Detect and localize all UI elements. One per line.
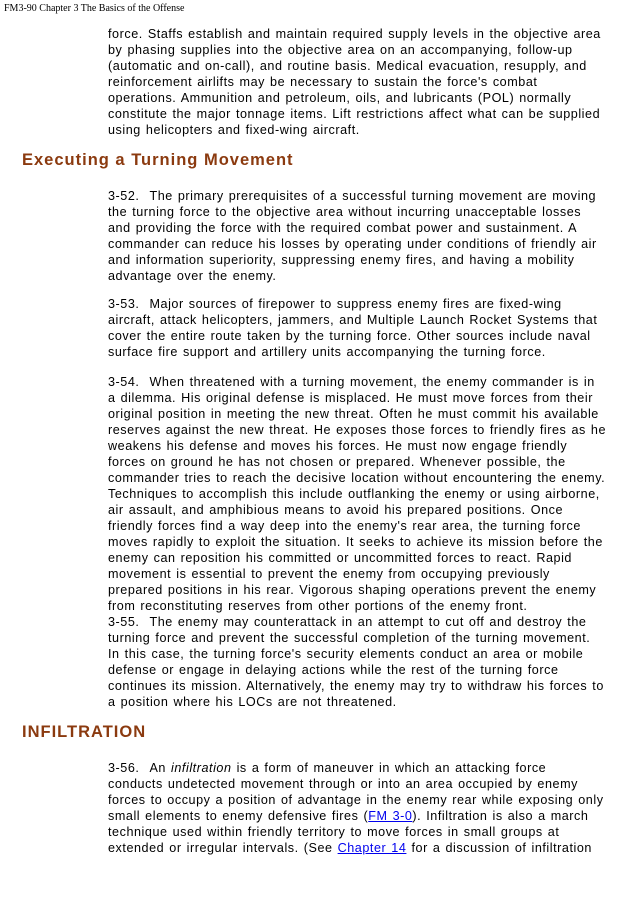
section-heading-infiltration: INFILTRATION — [22, 723, 147, 741]
fm-3-0-link[interactable]: FM 3-0 — [368, 809, 413, 823]
paragraph-text: When threatened with a turning movement, the enemy commander is in a dilemma. His original defense is misplaced. He must move forces from their original position in meeting the new threat. Often he must commit his available reserves against the new threat. He exposes those forces to friendly fires as he weakens his defense and moves his forces. He must now engage friendly forces on ground he has not chosen or prepared. Whenever possible, the commander tries to reach the decisive location without encountering the enemy. Techniques to accomplish this include outflanking the enemy or using airborne, air assault, and amphibious means to avoid his prepared positions. Once friendly forces find a way deep into the enemy's rear area, the turning force moves rapidly to exploit the situation. It seeks to achieve its mission before the enemy can reposition his committed or uncommitted forces to react. Rapid movement is essential to prevent the enemy from occupying previously prepared positions in his rear. Vigorous shaping operations prevent the enemy from reconstituting reserves from other portions of the enemy front. — [108, 375, 607, 613]
paragraph-3-52 — [108, 188, 606, 284]
paragraph-3-53 — [108, 296, 606, 360]
paragraph-text: The primary prerequisites of a successful turning movement are moving the turning force to the objective area without incurring unacceptable losses and providing the force with the required combat power and sustainment. A commander can reduce his losses by operating under conditions of friendly air and information superiority, suppressing enemy fires, and having a mobility advantage over the enemy. — [108, 189, 597, 283]
intro-paragraph: force. Staffs establish and maintain required supply levels in the objective area by phasing supplies into the objective area on an accompanying, follow-up (automatic and on-call), and routine basis. Medical evacuation, resupply, and reinforcement airlifts may be necessary to sustain the force's combat operations. Ammunition and petroleum, oils, and lubricants (POL) normally constitute the major tonnage items. Lift restrictions affect what can be supplied using helicopters and fixed-wing aircraft. — [108, 27, 601, 137]
running-head: FM3-90 Chapter 3 The Basics of the Offense — [4, 3, 185, 14]
paragraph-text: The enemy may counterattack in an attempt to cut off and destroy the turning force and prevent the successful completion of the turning movement. In this case, the turning force's security elements conduct an area or mobile defense or engage in delaying actions while the rest of the turning force continues its mission. Alternatively, the enemy may try to withdraw his forces to a position where his LOCs are not threatened. — [108, 615, 604, 709]
paragraph-3-55 — [108, 614, 606, 710]
paragraph-text-part: is a form of maneuver in which an attacking force conducts undetected movement through or into an area occupied by enemy forces to occupy a position of advantage in the enemy rear while exposing only small elements to enemy defensive fires ( — [108, 761, 604, 823]
paragraph-text: Major sources of firepower to suppress enemy fires are fixed-wing aircraft, attack helicopters, jammers, and Multiple Launch Rocket Systems that cover the entire route taken by the turning force. Other sources include naval surface fire support and artillery units accompanying the turning force. — [108, 297, 598, 359]
paragraph-number: 3-53. — [108, 297, 140, 311]
paragraph-text-part: for a discussion of infiltration — [406, 841, 592, 855]
paragraph-number: 3-55. — [108, 615, 140, 629]
chapter-14-link[interactable]: Chapter 14 — [337, 841, 407, 855]
paragraph-text-part: An — [149, 761, 172, 775]
paragraph-number: 3-54. — [108, 375, 140, 389]
paragraph-3-54 — [108, 374, 606, 614]
paragraph-3-56 — [108, 760, 606, 856]
paragraph-number: 3-52. — [108, 189, 140, 203]
paragraph-number: 3-56. — [108, 761, 140, 775]
term-infiltration: infiltration — [171, 761, 232, 775]
paragraph-text-part: ). Infiltration is also a march technique used within friendly territory to move forces in small groups at extended or irregular intervals. (See — [108, 809, 589, 855]
section-heading-turning-movement: Executing a Turning Movement — [22, 151, 294, 169]
